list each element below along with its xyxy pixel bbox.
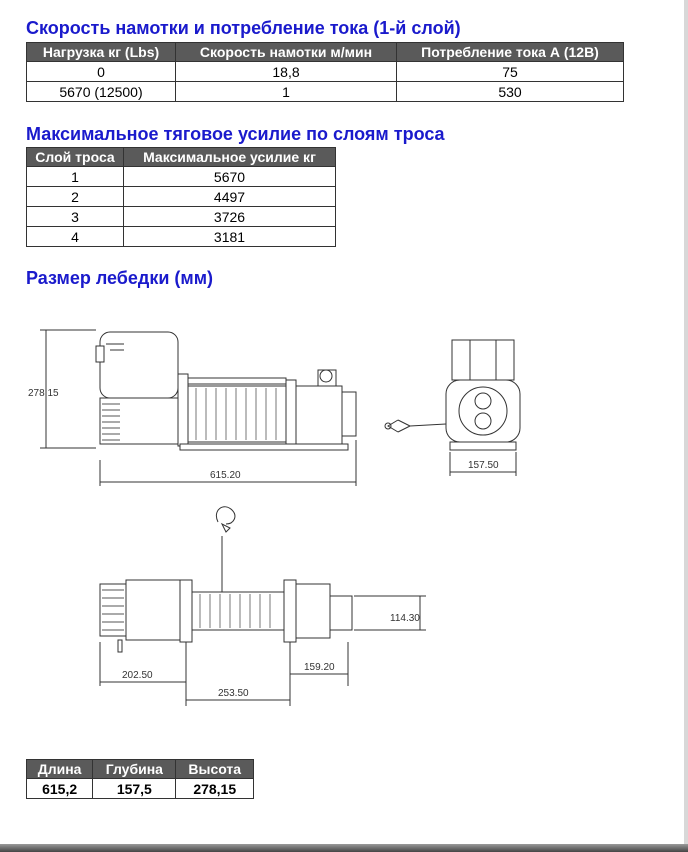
winch-end-view — [385, 340, 520, 476]
pull-table — [26, 147, 336, 247]
table-row — [27, 187, 336, 207]
speed-cell: 75 — [397, 62, 624, 82]
dims-header-length: Длина — [27, 760, 93, 779]
table-row — [27, 82, 624, 102]
dim-gearbox-offset-label: 159.20 — [304, 662, 335, 673]
pull-cell: 3181 — [124, 227, 336, 247]
pull-header-force: Максимальное усилие кг — [124, 148, 336, 167]
pull-cell: 3 — [27, 207, 124, 227]
pull-header-layer: Слой троса — [27, 148, 124, 167]
speed-header-current: Потребление тока А (12В) — [397, 43, 624, 62]
dim-mount-spacing-label: 253.50 — [218, 688, 249, 699]
speed-cell: 0 — [27, 62, 176, 82]
dims-cell: 615,2 — [27, 779, 93, 799]
pull-cell: 2 — [27, 187, 124, 207]
table-row — [27, 779, 254, 799]
speed-cell: 18,8 — [176, 62, 397, 82]
table-row — [27, 207, 336, 227]
speed-table — [26, 42, 624, 102]
speed-header-load: Нагрузка кг (Lbs) — [27, 43, 176, 62]
dim-depth-label: 157.50 — [468, 460, 499, 471]
pull-cell: 4497 — [124, 187, 336, 207]
table-row — [27, 62, 624, 82]
pull-cell: 1 — [27, 167, 124, 187]
vertical-scrollbar[interactable] — [684, 0, 688, 852]
dim-gearbox-height-label: 114.30 — [390, 613, 420, 624]
speed-cell: 530 — [397, 82, 624, 102]
dimensions-table — [26, 759, 254, 799]
dims-header-depth: Глубина — [93, 760, 176, 779]
bottom-edge-bar — [0, 844, 688, 852]
table-row — [27, 167, 336, 187]
speed-section-title: Скорость намотки и потребление тока (1-й слой) — [26, 18, 461, 38]
dims-header-height: Высота — [176, 760, 254, 779]
pull-cell: 3726 — [124, 207, 336, 227]
pull-section-title: Максимальное тяговое усилие по слоям троса — [26, 124, 445, 144]
table-row — [27, 227, 336, 247]
winch-dimension-drawing — [0, 300, 688, 730]
dim-length-label: 615.20 — [210, 470, 241, 481]
dim-motor-width-label: 202.50 — [122, 670, 153, 681]
size-section-title: Размер лебедки (мм) — [26, 268, 214, 288]
dims-cell: 278,15 — [176, 779, 254, 799]
speed-cell: 5670 (12500) — [27, 82, 176, 102]
pull-cell: 5670 — [124, 167, 336, 187]
pull-cell: 4 — [27, 227, 124, 247]
winch-side-view — [28, 330, 356, 486]
dims-cell: 157,5 — [93, 779, 176, 799]
winch-top-view — [100, 507, 426, 706]
speed-header-speed: Скорость намотки м/мин — [176, 43, 397, 62]
speed-cell: 1 — [176, 82, 397, 102]
dim-height-label: 278.15 — [28, 388, 59, 399]
